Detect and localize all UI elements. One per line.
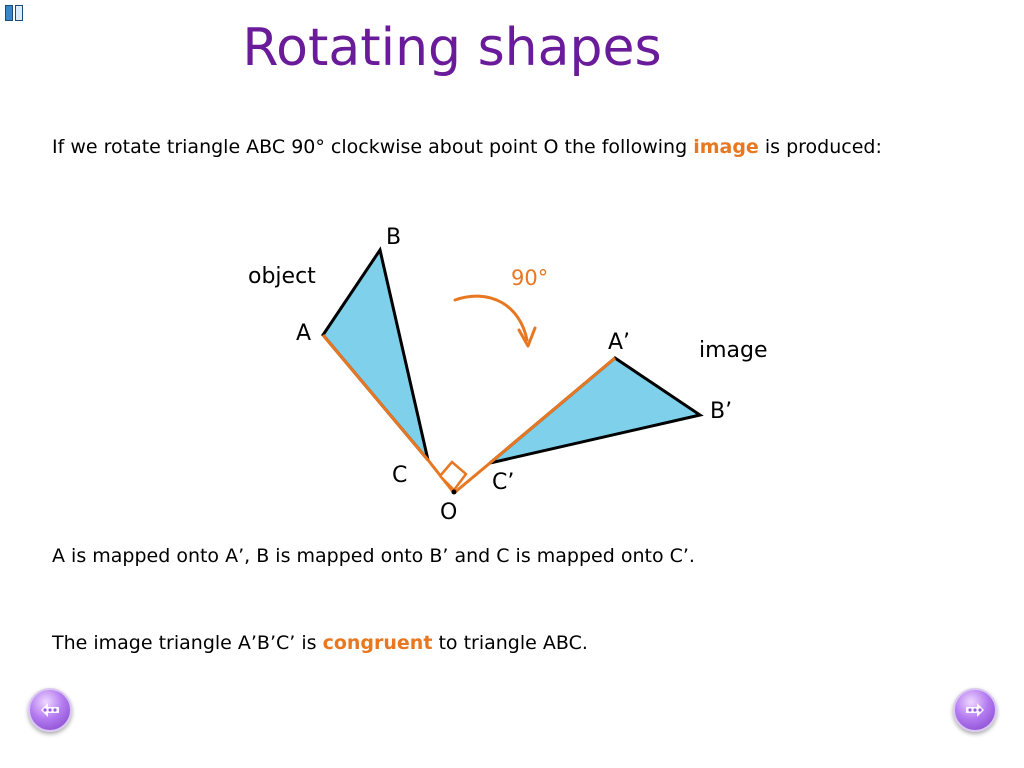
congruent-text — [52, 632, 588, 655]
congruent-text-after: to triangle ABC. — [432, 632, 588, 654]
point-c-prime-label: C’ — [492, 470, 515, 495]
prev-button[interactable] — [28, 688, 72, 732]
intro-text-after: is produced: — [758, 136, 882, 158]
next-button[interactable] — [953, 688, 997, 732]
image-label: image — [699, 338, 768, 363]
point-b-prime-label: B’ — [710, 399, 733, 424]
object-label: object — [248, 264, 316, 289]
point-a-prime-label: A’ — [608, 330, 631, 355]
prev-arrow-icon — [30, 690, 70, 730]
next-arrow-icon — [955, 690, 995, 730]
point-c-label: C — [392, 463, 408, 488]
page-title: Rotating shapes — [242, 18, 662, 78]
mapping-text: A is mapped onto A’, B is mapped onto B’ and C is mapped onto C’. — [52, 545, 695, 567]
congruent-text-before: The image triangle A’B’C’ is — [52, 632, 323, 654]
point-o-label: O — [440, 500, 458, 525]
point-b-label: B — [386, 225, 402, 250]
intro-highlight: image — [693, 136, 759, 158]
rotation-arrow-icon — [455, 296, 527, 340]
point-o-dot — [452, 490, 457, 495]
point-a-label: A — [296, 321, 312, 346]
intro-text-before: If we rotate triangle ABC 90° clockwise about point O the following — [52, 136, 694, 158]
angle-label: 90° — [511, 266, 549, 290]
congruent-highlight: congruent — [322, 632, 433, 654]
